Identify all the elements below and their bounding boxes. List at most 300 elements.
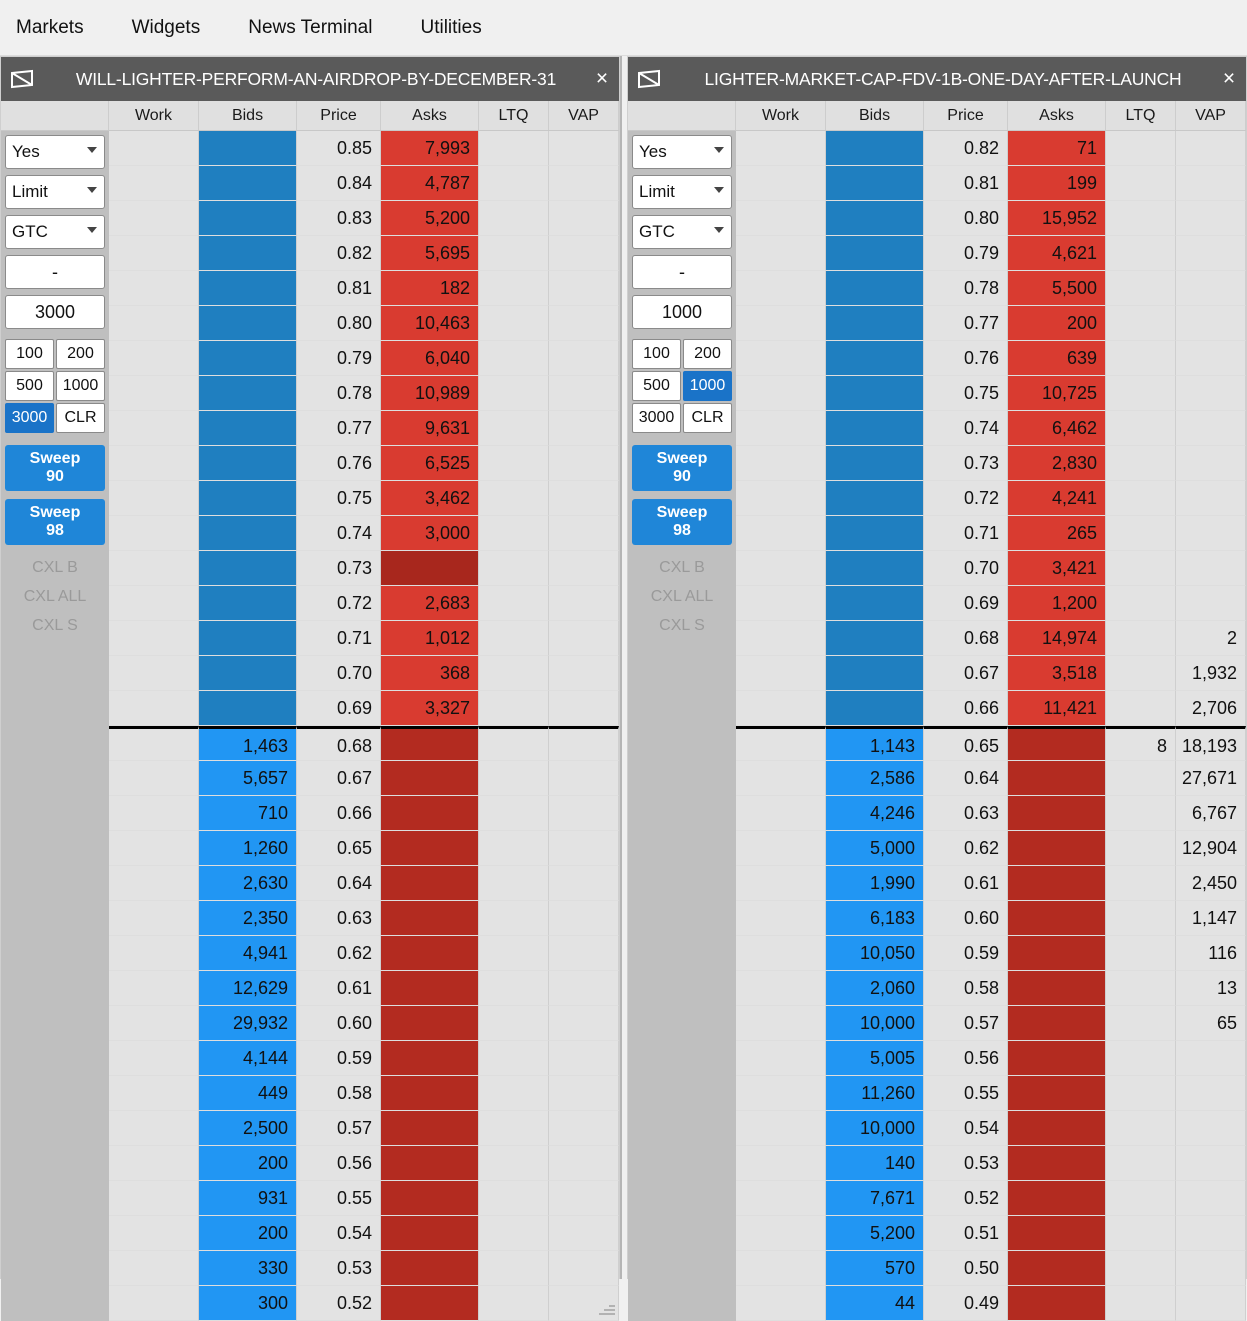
ladder-cell-price[interactable]: 0.77: [297, 411, 381, 446]
ladder-cell-vap[interactable]: 12,904: [1176, 831, 1246, 866]
ladder-cell-work[interactable]: [109, 796, 199, 831]
ladder-cell-bids[interactable]: 5,000: [826, 831, 924, 866]
ladder-cell-work[interactable]: [109, 481, 199, 516]
ladder-cell-vap[interactable]: [549, 481, 619, 516]
ladder-cell-ltq[interactable]: [1106, 866, 1176, 901]
ladder-cell-asks[interactable]: 265: [1008, 516, 1106, 551]
col-vap[interactable]: VAP: [1176, 101, 1246, 130]
ladder-cell-price[interactable]: 0.80: [924, 201, 1008, 236]
ladder-cell-work[interactable]: [109, 656, 199, 691]
ladder-cell-work[interactable]: [736, 481, 826, 516]
ladder-cell-price[interactable]: 0.60: [297, 1006, 381, 1041]
ladder-cell-asks[interactable]: 6,525: [381, 446, 479, 481]
ladder-cell-price[interactable]: 0.52: [924, 1181, 1008, 1216]
menu-item-markets[interactable]: Markets: [16, 16, 84, 38]
ladder-cell-vap[interactable]: [1176, 1251, 1246, 1286]
panel-1-titlebar[interactable]: [1, 57, 619, 101]
ladder-cell-asks[interactable]: [1008, 1146, 1106, 1181]
ladder-cell-ltq[interactable]: [479, 796, 549, 831]
ladder-cell-asks[interactable]: 5,695: [381, 236, 479, 271]
ladder-cell-price[interactable]: 0.76: [297, 446, 381, 481]
ladder-cell-bids[interactable]: 6,183: [826, 901, 924, 936]
ladder-cell-vap[interactable]: 13: [1176, 971, 1246, 1006]
qty-preset-100[interactable]: 100: [5, 339, 54, 369]
ladder-cell-work[interactable]: [736, 1286, 826, 1321]
side-select[interactable]: [5, 135, 105, 169]
ladder-cell-asks[interactable]: [1008, 1006, 1106, 1041]
ladder-row[interactable]: [736, 971, 1246, 1006]
ladder-cell-vap[interactable]: [549, 166, 619, 201]
ladder-row[interactable]: [109, 971, 619, 1006]
ladder-cell-work[interactable]: [736, 936, 826, 971]
ladder-cell-ltq[interactable]: [1106, 481, 1176, 516]
ladder-row[interactable]: [109, 516, 619, 551]
ladder-cell-ltq[interactable]: [479, 971, 549, 1006]
ladder-cell-vap[interactable]: 6,767: [1176, 796, 1246, 831]
ladder-cell-asks[interactable]: 71: [1008, 131, 1106, 166]
qty-preset-200[interactable]: 200: [683, 339, 732, 369]
ladder-cell-ltq[interactable]: [479, 1286, 549, 1321]
ladder-row[interactable]: [109, 411, 619, 446]
ladder-cell-asks[interactable]: [1008, 901, 1106, 936]
ladder-cell-vap[interactable]: [549, 306, 619, 341]
ladder-cell-ltq[interactable]: [479, 271, 549, 306]
ladder-cell-asks[interactable]: 6,040: [381, 341, 479, 376]
ladder-row[interactable]: [109, 691, 619, 726]
ladder-cell-vap[interactable]: 27,671: [1176, 761, 1246, 796]
ladder-cell-work[interactable]: [736, 271, 826, 306]
qty-clear-button[interactable]: CLR: [683, 403, 732, 433]
ladder-row[interactable]: [109, 306, 619, 341]
ladder-cell-bids[interactable]: 29,932: [199, 1006, 297, 1041]
ladder-cell-bids[interactable]: 2,500: [199, 1111, 297, 1146]
ladder-cell-ltq[interactable]: [479, 166, 549, 201]
ladder-cell-price[interactable]: 0.80: [297, 306, 381, 341]
ladder-cell-price[interactable]: 0.67: [924, 656, 1008, 691]
ladder-cell-ltq[interactable]: [479, 306, 549, 341]
ladder-cell-vap[interactable]: [549, 131, 619, 166]
tif-select[interactable]: [5, 215, 105, 249]
ladder-cell-work[interactable]: [736, 691, 826, 726]
ladder-cell-work[interactable]: [736, 201, 826, 236]
ladder-cell-price[interactable]: 0.54: [924, 1111, 1008, 1146]
ladder-cell-asks[interactable]: 639: [1008, 341, 1106, 376]
ladder-row[interactable]: [736, 516, 1246, 551]
ladder-cell-vap[interactable]: [1176, 1216, 1246, 1251]
ladder-cell-work[interactable]: [109, 306, 199, 341]
ladder-cell-bids[interactable]: 4,246: [826, 796, 924, 831]
ladder-cell-asks[interactable]: [1008, 936, 1106, 971]
ladder-cell-ltq[interactable]: [479, 1006, 549, 1041]
ladder-cell-bids[interactable]: 931: [199, 1181, 297, 1216]
ladder-cell-work[interactable]: [736, 726, 826, 761]
ladder-cell-work[interactable]: [736, 516, 826, 551]
ladder-row[interactable]: [109, 446, 619, 481]
ladder-row[interactable]: [109, 936, 619, 971]
ladder-cell-asks[interactable]: [1008, 1286, 1106, 1321]
ladder-cell-price[interactable]: 0.51: [924, 1216, 1008, 1251]
panel-2-titlebar[interactable]: [628, 57, 1246, 101]
ladder-cell-vap[interactable]: [1176, 1286, 1246, 1321]
ladder-cell-asks[interactable]: [1008, 1216, 1106, 1251]
ladder-cell-vap[interactable]: [1176, 1076, 1246, 1111]
ladder-cell-price[interactable]: 0.84: [297, 166, 381, 201]
ladder-cell-bids[interactable]: 1,143: [826, 726, 924, 761]
ladder-cell-vap[interactable]: [1176, 446, 1246, 481]
ladder-cell-work[interactable]: [109, 866, 199, 901]
close-icon[interactable]: ×: [1222, 67, 1236, 90]
ladder-cell-vap[interactable]: [549, 796, 619, 831]
qty-preset-1000[interactable]: 1000: [683, 371, 732, 401]
qty-preset-500[interactable]: 500: [632, 371, 681, 401]
ladder-cell-ltq[interactable]: [1106, 1041, 1176, 1076]
ladder-cell-asks[interactable]: 6,462: [1008, 411, 1106, 446]
ladder-cell-bids[interactable]: [826, 201, 924, 236]
ladder-cell-bids[interactable]: [826, 586, 924, 621]
ladder-cell-work[interactable]: [109, 1216, 199, 1251]
ladder-cell-work[interactable]: [736, 551, 826, 586]
ladder-cell-bids[interactable]: 300: [199, 1286, 297, 1321]
ladder-cell-asks[interactable]: [381, 796, 479, 831]
price-field[interactable]: -: [632, 255, 732, 289]
ladder-cell-work[interactable]: [109, 551, 199, 586]
ladder-cell-bids[interactable]: [199, 306, 297, 341]
ladder-cell-work[interactable]: [109, 376, 199, 411]
qty-preset-200[interactable]: 200: [56, 339, 105, 369]
ladder-cell-bids[interactable]: 44: [826, 1286, 924, 1321]
ladder-cell-asks[interactable]: 15,952: [1008, 201, 1106, 236]
ladder-row[interactable]: [736, 901, 1246, 936]
ladder-row[interactable]: [109, 551, 619, 586]
ladder-row[interactable]: [736, 726, 1246, 761]
ladder-cell-bids[interactable]: 1,463: [199, 726, 297, 761]
ladder-cell-work[interactable]: [736, 1251, 826, 1286]
cancel-all-button[interactable]: CXL ALL: [5, 582, 105, 611]
ladder-cell-bids[interactable]: [199, 551, 297, 586]
ladder-cell-vap[interactable]: [549, 586, 619, 621]
ladder-cell-bids[interactable]: 7,671: [826, 1181, 924, 1216]
ladder-cell-price[interactable]: 0.67: [297, 761, 381, 796]
cancel-buys-button[interactable]: CXL B: [5, 553, 105, 582]
qty-preset-3000[interactable]: 3000: [632, 403, 681, 433]
ladder-row[interactable]: [736, 691, 1246, 726]
ladder-cell-ltq[interactable]: [1106, 1006, 1176, 1041]
ladder-cell-price[interactable]: 0.82: [924, 131, 1008, 166]
ladder-cell-bids[interactable]: 710: [199, 796, 297, 831]
ladder-row[interactable]: [736, 656, 1246, 691]
ladder-cell-price[interactable]: 0.66: [297, 796, 381, 831]
ladder-cell-bids[interactable]: [199, 516, 297, 551]
ladder-row[interactable]: [736, 201, 1246, 236]
ladder-cell-vap[interactable]: [549, 726, 619, 761]
ladder-row[interactable]: [109, 796, 619, 831]
ladder-cell-vap[interactable]: [1176, 166, 1246, 201]
ladder-cell-ltq[interactable]: [1106, 936, 1176, 971]
ladder-cell-price[interactable]: 0.57: [924, 1006, 1008, 1041]
ladder-cell-work[interactable]: [736, 341, 826, 376]
col-work[interactable]: Work: [736, 101, 826, 130]
ladder-cell-price[interactable]: 0.73: [297, 551, 381, 586]
ladder-cell-price[interactable]: 0.54: [297, 1216, 381, 1251]
ladder-cell-price[interactable]: 0.59: [924, 936, 1008, 971]
ladder-cell-vap[interactable]: [549, 1041, 619, 1076]
ladder-cell-vap[interactable]: [549, 936, 619, 971]
ladder-cell-vap[interactable]: [1176, 481, 1246, 516]
ladder-cell-ltq[interactable]: [1106, 376, 1176, 411]
ladder-cell-vap[interactable]: [1176, 341, 1246, 376]
ladder-cell-vap[interactable]: [549, 341, 619, 376]
ladder-cell-work[interactable]: [109, 236, 199, 271]
col-ltq[interactable]: LTQ: [1106, 101, 1176, 130]
ladder-cell-asks[interactable]: 10,989: [381, 376, 479, 411]
ladder-cell-vap[interactable]: [1176, 236, 1246, 271]
ladder-cell-vap[interactable]: [1176, 376, 1246, 411]
panel-1-price-ladder[interactable]: [109, 131, 619, 1321]
ladder-cell-vap[interactable]: [549, 201, 619, 236]
ladder-cell-asks[interactable]: 1,200: [1008, 586, 1106, 621]
ladder-row[interactable]: [736, 1146, 1246, 1181]
ladder-cell-bids[interactable]: 200: [199, 1216, 297, 1251]
col-bids[interactable]: Bids: [826, 101, 924, 130]
ladder-cell-price[interactable]: 0.59: [297, 1041, 381, 1076]
ladder-cell-price[interactable]: 0.78: [924, 271, 1008, 306]
ladder-cell-bids[interactable]: [826, 376, 924, 411]
ladder-cell-ltq[interactable]: [1106, 166, 1176, 201]
ladder-cell-ltq[interactable]: [1106, 761, 1176, 796]
ladder-cell-price[interactable]: 0.68: [297, 726, 381, 761]
ladder-cell-vap[interactable]: [549, 551, 619, 586]
ladder-row[interactable]: [109, 656, 619, 691]
ladder-cell-work[interactable]: [109, 1181, 199, 1216]
ladder-cell-ltq[interactable]: [1106, 306, 1176, 341]
ladder-cell-ltq[interactable]: [1106, 236, 1176, 271]
ladder-cell-asks[interactable]: 11,421: [1008, 691, 1106, 726]
ladder-cell-ltq[interactable]: [1106, 1286, 1176, 1321]
ladder-cell-bids[interactable]: [199, 586, 297, 621]
ladder-cell-ltq[interactable]: [479, 691, 549, 726]
ladder-cell-asks[interactable]: 3,462: [381, 481, 479, 516]
ladder-cell-vap[interactable]: [549, 866, 619, 901]
ladder-cell-work[interactable]: [109, 621, 199, 656]
ladder-cell-ltq[interactable]: [1106, 516, 1176, 551]
ladder-cell-bids[interactable]: [826, 621, 924, 656]
order-type-select[interactable]: [632, 175, 732, 209]
ladder-cell-asks[interactable]: [1008, 831, 1106, 866]
ladder-cell-work[interactable]: [736, 971, 826, 1006]
ladder-cell-bids[interactable]: [826, 341, 924, 376]
ladder-cell-bids[interactable]: 2,350: [199, 901, 297, 936]
ladder-cell-bids[interactable]: 10,050: [826, 936, 924, 971]
ladder-cell-ltq[interactable]: [1106, 656, 1176, 691]
ladder-cell-ltq[interactable]: [1106, 1251, 1176, 1286]
ladder-cell-bids[interactable]: [199, 411, 297, 446]
resize-grip-icon[interactable]: [599, 1301, 615, 1317]
ladder-cell-vap[interactable]: 2,706: [1176, 691, 1246, 726]
ladder-cell-asks[interactable]: 4,621: [1008, 236, 1106, 271]
ladder-cell-bids[interactable]: [826, 131, 924, 166]
ladder-cell-work[interactable]: [736, 446, 826, 481]
ladder-cell-ltq[interactable]: [479, 446, 549, 481]
ladder-cell-asks[interactable]: 4,241: [1008, 481, 1106, 516]
ladder-cell-asks[interactable]: 3,000: [381, 516, 479, 551]
ladder-cell-bids[interactable]: [826, 551, 924, 586]
ladder-cell-ltq[interactable]: [1106, 831, 1176, 866]
ladder-cell-vap[interactable]: [549, 1006, 619, 1041]
ladder-cell-asks[interactable]: [1008, 866, 1106, 901]
ladder-cell-vap[interactable]: [549, 1181, 619, 1216]
ladder-row[interactable]: [736, 1286, 1246, 1321]
qty-preset-500[interactable]: 500: [5, 371, 54, 401]
ladder-cell-price[interactable]: 0.63: [297, 901, 381, 936]
ladder-cell-asks[interactable]: 3,421: [1008, 551, 1106, 586]
ladder-cell-bids[interactable]: 12,629: [199, 971, 297, 1006]
ladder-cell-work[interactable]: [109, 586, 199, 621]
ladder-cell-bids[interactable]: 5,200: [826, 1216, 924, 1251]
ladder-cell-vap[interactable]: [549, 761, 619, 796]
ladder-row[interactable]: [736, 586, 1246, 621]
ladder-cell-ltq[interactable]: [1106, 411, 1176, 446]
ladder-row[interactable]: [736, 446, 1246, 481]
ladder-row[interactable]: [109, 1006, 619, 1041]
ladder-cell-bids[interactable]: 570: [826, 1251, 924, 1286]
ladder-cell-price[interactable]: 0.74: [297, 516, 381, 551]
ladder-cell-work[interactable]: [109, 1041, 199, 1076]
ladder-cell-price[interactable]: 0.61: [924, 866, 1008, 901]
ladder-cell-vap[interactable]: [549, 656, 619, 691]
ladder-row[interactable]: [109, 1146, 619, 1181]
ladder-cell-ltq[interactable]: [1106, 901, 1176, 936]
ladder-cell-vap[interactable]: [549, 621, 619, 656]
ladder-cell-work[interactable]: [736, 1041, 826, 1076]
ladder-cell-asks[interactable]: [381, 866, 479, 901]
quantity-field[interactable]: 1000: [632, 295, 732, 329]
ladder-cell-vap[interactable]: [549, 831, 619, 866]
ladder-row[interactable]: [109, 131, 619, 166]
ladder-cell-bids[interactable]: [199, 656, 297, 691]
ladder-cell-price[interactable]: 0.69: [297, 691, 381, 726]
ladder-row[interactable]: [109, 1181, 619, 1216]
sweep-98-button[interactable]: [632, 499, 732, 545]
sweep-98-button[interactable]: [5, 499, 105, 545]
ladder-cell-price[interactable]: 0.79: [297, 341, 381, 376]
ladder-cell-asks[interactable]: [381, 1181, 479, 1216]
ladder-cell-bids[interactable]: 449: [199, 1076, 297, 1111]
ladder-cell-vap[interactable]: [549, 1111, 619, 1146]
ladder-cell-vap[interactable]: 1,147: [1176, 901, 1246, 936]
ladder-cell-vap[interactable]: [549, 1076, 619, 1111]
ladder-row[interactable]: [736, 271, 1246, 306]
ladder-row[interactable]: [736, 1111, 1246, 1146]
ladder-cell-work[interactable]: [736, 1006, 826, 1041]
ladder-cell-vap[interactable]: [549, 446, 619, 481]
sweep-90-button[interactable]: [632, 445, 732, 491]
ladder-cell-price[interactable]: 0.64: [924, 761, 1008, 796]
ladder-cell-vap[interactable]: [549, 971, 619, 1006]
ladder-cell-bids[interactable]: 10,000: [826, 1006, 924, 1041]
ladder-cell-work[interactable]: [109, 166, 199, 201]
ladder-cell-vap[interactable]: [1176, 516, 1246, 551]
ladder-row[interactable]: [736, 761, 1246, 796]
ladder-cell-ltq[interactable]: [479, 341, 549, 376]
ladder-cell-work[interactable]: [736, 831, 826, 866]
ladder-cell-work[interactable]: [109, 446, 199, 481]
ladder-cell-asks[interactable]: 10,725: [1008, 376, 1106, 411]
ladder-cell-work[interactable]: [736, 1181, 826, 1216]
ladder-cell-ltq[interactable]: [479, 1111, 549, 1146]
ladder-cell-ltq[interactable]: [1106, 691, 1176, 726]
ladder-cell-work[interactable]: [736, 901, 826, 936]
ladder-cell-bids[interactable]: [826, 306, 924, 341]
cancel-all-button[interactable]: CXL ALL: [632, 582, 732, 611]
ladder-row[interactable]: [736, 1076, 1246, 1111]
ladder-cell-asks[interactable]: [1008, 1251, 1106, 1286]
ladder-cell-ltq[interactable]: [479, 1076, 549, 1111]
ladder-row[interactable]: [109, 1041, 619, 1076]
ladder-row[interactable]: [109, 201, 619, 236]
ladder-cell-price[interactable]: 0.62: [924, 831, 1008, 866]
ladder-cell-vap[interactable]: [549, 1216, 619, 1251]
ladder-cell-work[interactable]: [736, 1146, 826, 1181]
ladder-cell-work[interactable]: [736, 621, 826, 656]
col-price[interactable]: Price: [924, 101, 1008, 130]
ladder-cell-price[interactable]: 0.71: [297, 621, 381, 656]
ladder-cell-price[interactable]: 0.56: [297, 1146, 381, 1181]
ladder-cell-price[interactable]: 0.55: [924, 1076, 1008, 1111]
ladder-row[interactable]: [109, 901, 619, 936]
ladder-cell-bids[interactable]: [826, 446, 924, 481]
ladder-cell-vap[interactable]: [1176, 306, 1246, 341]
ladder-cell-price[interactable]: 0.50: [924, 1251, 1008, 1286]
col-price[interactable]: Price: [297, 101, 381, 130]
ladder-cell-bids[interactable]: [199, 341, 297, 376]
ladder-cell-work[interactable]: [109, 1286, 199, 1321]
ladder-cell-bids[interactable]: [199, 271, 297, 306]
ladder-cell-ltq[interactable]: [479, 1181, 549, 1216]
ladder-cell-asks[interactable]: 200: [1008, 306, 1106, 341]
ladder-cell-ltq[interactable]: [1106, 621, 1176, 656]
ladder-cell-bids[interactable]: 5,657: [199, 761, 297, 796]
ladder-cell-ltq[interactable]: [1106, 1216, 1176, 1251]
ladder-cell-bids[interactable]: [199, 446, 297, 481]
ladder-cell-asks[interactable]: [381, 1041, 479, 1076]
ladder-cell-asks[interactable]: [381, 1216, 479, 1251]
ladder-cell-ltq[interactable]: [1106, 271, 1176, 306]
ladder-row[interactable]: [109, 1251, 619, 1286]
ladder-cell-work[interactable]: [109, 1251, 199, 1286]
ladder-cell-ltq[interactable]: [1106, 341, 1176, 376]
ladder-cell-work[interactable]: [736, 236, 826, 271]
ladder-cell-asks[interactable]: [381, 1251, 479, 1286]
ladder-row[interactable]: [109, 236, 619, 271]
ladder-cell-work[interactable]: [109, 131, 199, 166]
ladder-cell-price[interactable]: 0.78: [297, 376, 381, 411]
ladder-cell-vap[interactable]: 116: [1176, 936, 1246, 971]
ladder-cell-bids[interactable]: [199, 691, 297, 726]
ladder-cell-ltq[interactable]: [1106, 551, 1176, 586]
ladder-cell-bids[interactable]: 1,990: [826, 866, 924, 901]
ladder-cell-asks[interactable]: [381, 1146, 479, 1181]
ladder-cell-ltq[interactable]: [1106, 1181, 1176, 1216]
ladder-cell-asks[interactable]: 10,463: [381, 306, 479, 341]
ladder-cell-bids[interactable]: [199, 236, 297, 271]
col-ltq[interactable]: LTQ: [479, 101, 549, 130]
qty-preset-3000[interactable]: 3000: [5, 403, 54, 433]
ladder-cell-bids[interactable]: [199, 621, 297, 656]
ladder-cell-bids[interactable]: 2,630: [199, 866, 297, 901]
price-field[interactable]: -: [5, 255, 105, 289]
ladder-cell-bids[interactable]: [199, 481, 297, 516]
ladder-cell-asks[interactable]: [1008, 761, 1106, 796]
